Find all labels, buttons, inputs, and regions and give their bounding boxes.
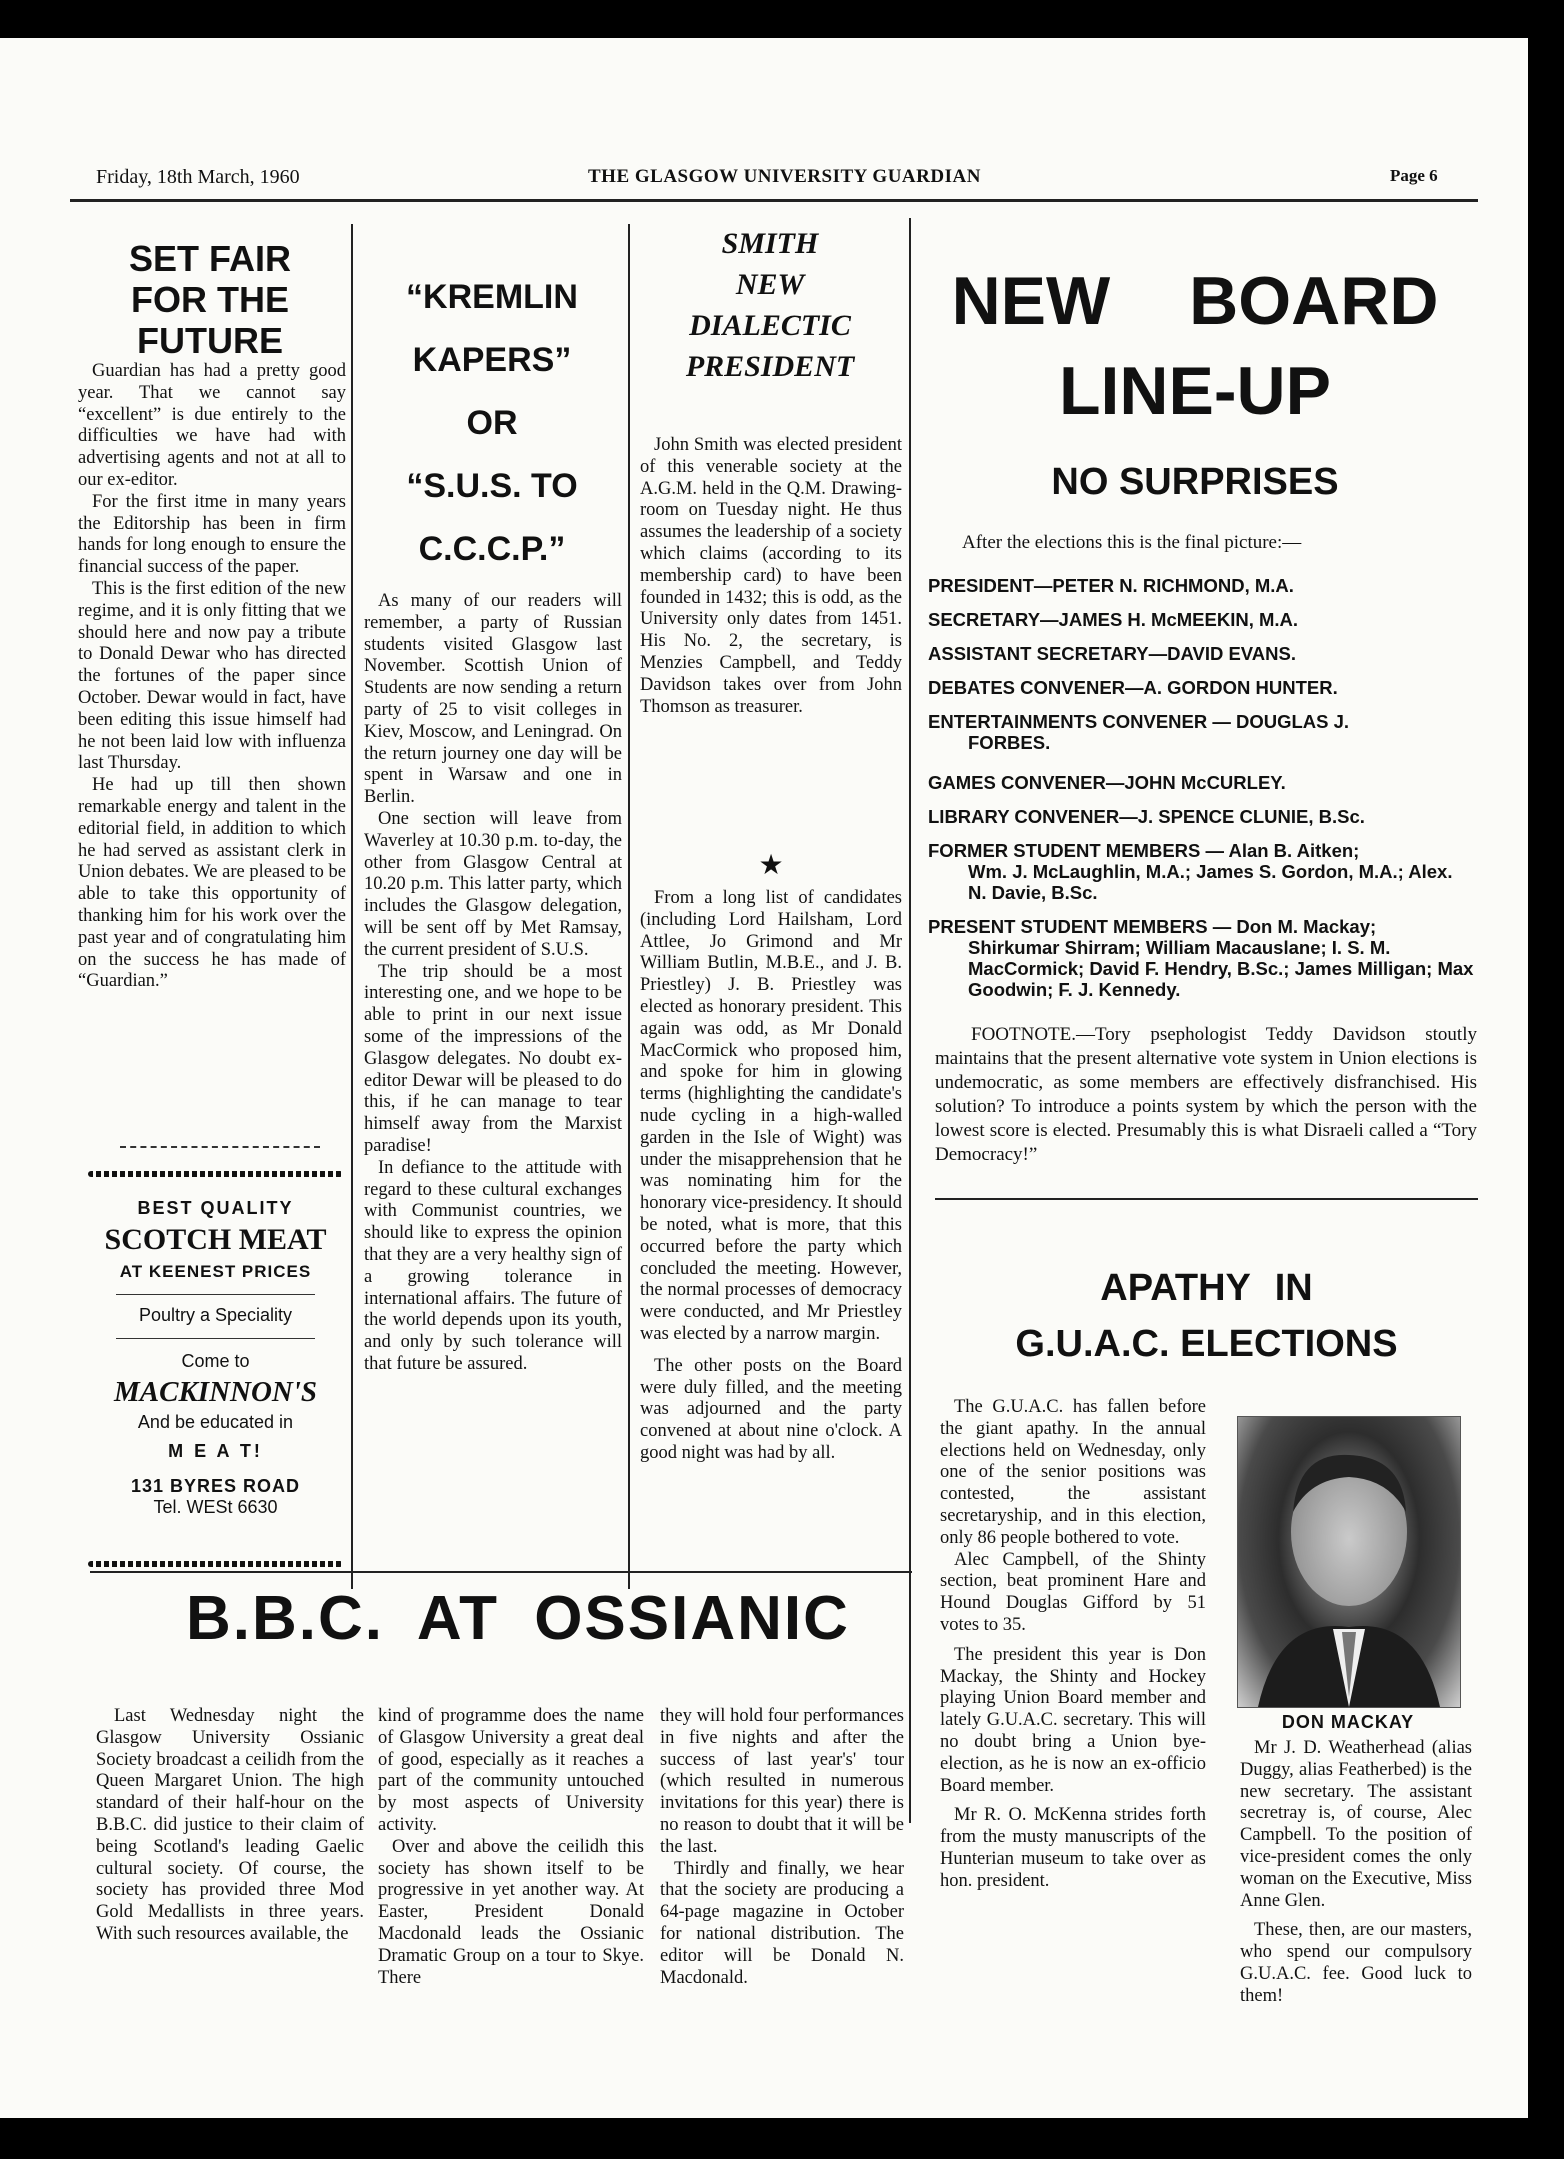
advert-border-bottom: [88, 1561, 343, 1567]
board-headline: NEW BOARD LINE-UP: [951, 263, 1439, 429]
advert-line: And be educated in: [137, 1412, 294, 1432]
column-rule: [351, 224, 353, 1589]
board-entry: PRESENT STUDENT MEMBERS — Don M. Mackay; Shirkumar Shirram; William Macauslane; I. S. M. MacCormick; David F. Hendry, B.Sc.; James Milligan; Max Goodwin; F. J. Kennedy.: [928, 916, 1474, 1000]
column-rule: [628, 224, 630, 1589]
smith-headline: SMITH NEW DIALECTIC PRESIDENT: [685, 227, 855, 383]
newspaper-title: THE GLASGOW UNIVERSITY GUARDIAN: [588, 166, 981, 187]
bbc-article-col1: Last Wednesday night the Glasgow University Ossianic Society broadcast a ceilidh from the Queen Margaret Union. The high standard of their half-hour on the B.B.C. did justice to their claim of being Scotland's leading Gaelic cultural society. Of course, the society has provided three Mod Gold Medallists in three years. With such resources available, the: [96, 1706, 364, 1944]
bbc-headline: B.B.C. AT OSSIANIC: [186, 1584, 850, 1653]
advert-line: 131 BYRES ROAD: [130, 1476, 301, 1496]
apathy-article-continued: Mr J. D. Weatherhead (alias Duggy, alias Featherbed) is the new secretary. The assistant secretray is, of course, Alec Campbell. To the position of vice-president comes the only woman on the Executive, Miss Anne Glen. These, then, are our masters, who spend our compulsory G.U.A.C. fee. Good luck to them!: [1240, 1738, 1472, 2006]
board-intro: After the elections this is the final picture:—: [962, 532, 1302, 553]
advert-line: M E A T!: [168, 1441, 263, 1461]
set-fair-article: Guardian has had a pretty good year. That we cannot say “excellent” is due entirely to the difficulties we have had with advertising agents and not at all to our ex-editor. For the first itme in many years the Editorship has been in firm hands for long enough to ensure the financial success of the paper. This is the first edition of the new regime, and it is only fitting that we should here and now pay a tribute to Donald Dewar who has directed the fortunes of the paper since October. Dewar would in fact, have been editing this issue himself had he not been laid low with influenza last Thursday. He had up till then shown remarkable energy and talent in the editorial field, in addition to which he had served as assistant clerk in Union debates. We are pleased to be able to take this opportunity of thanking him for his work over the past year and of congratulating him on the success he has made of “Guardian.”: [78, 361, 346, 992]
apathy-headline: APATHY IN G.U.A.C. ELECTIONS: [1015, 1267, 1398, 1365]
advert-line: Poultry a Speciality: [138, 1305, 293, 1325]
board-entry: ENTERTAINMENTS CONVENER — DOUGLAS J. FORBES.: [928, 711, 1350, 753]
page-number: Page 6: [1390, 166, 1438, 185]
board-entry: FORMER STUDENT MEMBERS — Alan B. Aitken; Wm. J. McLaughlin, M.A.; James S. Gordon, M.A.; Alex. N. Davie, B.Sc.: [928, 840, 1453, 903]
advert-line: SCOTCH MEAT: [104, 1223, 327, 1256]
board-entry: DEBATES CONVENER—A. GORDON HUNTER.: [928, 677, 1338, 698]
apathy-article: The G.U.A.C. has fallen before the giant apathy. In the annual elections held on Wednesday, only one of the senior positions was contested, the assistant secretaryship, and in this election, only 86 people bothered to vote. Alec Campbell, of the Shinty section, beat prominent Hare and Hound Douglas Gifford by 51 votes to 35. The president this year is Don Mackay, the Shinty and Hockey playing Union Board member and lately G.U.A.C. secretary. This will no doubt bring a Union bye-election, as he is now an ex-officio Board member. Mr R. O. McKenna strides forth from the musty manuscripts of the Hunterian museum to take over as hon. president.: [940, 1397, 1206, 1891]
board-list: [928, 575, 1476, 1013]
smith-article: John Smith was elected president of this venerable society at the A.G.M. held in the Q.M. Drawing-room on Tuesday night. He thus assumes the leadership of a society which claims (according to its membership card) to have been founded in 1432; this is odd, as the University only dates from 1451. His No. 2, the secretary, is Menzies Campbell, and Teddy Davidson takes over from John Thomson as treasurer.: [640, 435, 902, 717]
bbc-rule: [90, 1571, 912, 1573]
column-rule: [909, 218, 911, 1823]
star-divider: ★: [758, 850, 784, 881]
don-mackay-photo: [1237, 1416, 1461, 1708]
kremlin-headline: “KREMLIN KAPERS” OR “S.U.S. TO C.C.C.P.”: [406, 278, 578, 568]
bbc-article-col2: kind of programme does the name of Glasgow University a great deal of good, especially as it reaches a part of the community untouched by most aspects of University activity. Over and above the ceilidh this society has shown itself to be progressive in yet another way. At Easter, President Donald Macdonald leads the Ossianic Dramatic Group on a tour to Skye. There: [378, 1706, 644, 1988]
advert-line: Come to: [181, 1351, 250, 1371]
dashed-rule: [120, 1146, 320, 1148]
newspaper-page: [0, 38, 1528, 2118]
advert-line: Tel. WESt 6630: [153, 1497, 278, 1517]
issue-date: Friday, 18th March, 1960: [96, 166, 300, 188]
advert-line: BEST QUALITY: [137, 1198, 294, 1218]
advert-divider: [116, 1338, 315, 1339]
advert-border-top: [88, 1171, 343, 1177]
bbc-article-col3: they will hold four performances in five nights and after the success of last year's' tour (which resulted in numerous invitations for this year) there is no reason to doubt that it will be the last. Thirdly and finally, we hear that the society are producing a 64-page magazine in October for national distribution. The editor will be Donald N. Macdonald.: [660, 1706, 904, 1988]
board-entry: LIBRARY CONVENER—J. SPENCE CLUNIE, B.Sc.: [928, 806, 1365, 827]
board-entry: PRESIDENT—PETER N. RICHMOND, M.A.: [928, 575, 1294, 596]
smith-article-continued: From a long list of candidates (including Lord Hailsham, Lord Attlee, Jo Grimond and Mr William Butlin, M.B.E., and J. B. Priestley) J. B. Priestley was elected as honorary president. This again was odd, as Mr Donald MacCormick who proposed him, and spoke for him in glowing terms (highlighting the candidate's nude cycling in a high-walled garden in the Isle of Wight) was under the misapprehension that he was nominating him for the honorary vice-presidency. It should be noted, what is more, that this occurred before the party which concluded the meeting. However, the normal processes of democracy were conducted, and Mr Priestley was elected by a narrow margin. The other posts on the Board were duly filled, and the meeting was adjourned and the party convened at about nine o'clock. A good night was had by all.: [640, 888, 902, 1463]
mackinnons-advert: [88, 1198, 343, 1518]
photo-caption: DON MACKAY: [1281, 1712, 1415, 1732]
board-entry: SECRETARY—JAMES H. McMEEKIN, M.A.: [928, 609, 1299, 630]
section-rule: [935, 1198, 1478, 1200]
portrait-illustration: [1238, 1417, 1460, 1707]
board-entry: ASSISTANT SECRETARY—DAVID EVANS.: [928, 643, 1296, 664]
board-footnote: FOOTNOTE.—Tory psephologist Teddy Davidson stoutly maintains that the present alternative vote system in Union elections is undemocratic, as some members are effectively disfranchised. His solution? To introduce a points system by which the person with the lowest score is elected. Presumably this is what Disraeli called a “Tory Democracy!”: [935, 1024, 1477, 1165]
advert-line: AT KEENEST PRICES: [119, 1262, 312, 1281]
set-fair-headline: SET FAIR FOR THE FUTURE: [128, 238, 292, 361]
advert-divider: [116, 1294, 315, 1295]
kremlin-article: As many of our readers will remember, a party of Russian students visited Glasgow last November. Scottish Union of Students are now sending a return party of 25 to visit colleges in Kiev, Moscow, and Leningrad. On the return journey one day will be spent in Warsaw and one in Berlin. One section will leave from Waverley at 10.30 p.m. to-day, the other from Glasgow Central at 10.20 p.m. This latter party, which includes the Glasgow delegation, will be sent off by Met Ramsay, the current president of S.U.S. The trip should be a most interesting one, and we hope to be able to print in our next issue some of the impressions of the Glasgow delegates. No doubt ex-editor Dewar will be pleased to do this, if he can manage to tear himself away from the Marxist paradise! In defiance to the attitude with regard to these cultural exchanges with Communist countries, we should like to express the opinion that they are a very healthy sign of a growing tolerance in international affairs. The future of the world depends upon its youth, and only by such tolerance will that future be assured.: [364, 591, 622, 1374]
board-subhead: NO SURPRISES: [1051, 461, 1339, 503]
masthead-rule: [70, 199, 1478, 202]
board-entry: GAMES CONVENER—JOHN McCURLEY.: [928, 772, 1286, 793]
advert-line: MACKINNON'S: [113, 1376, 318, 1408]
